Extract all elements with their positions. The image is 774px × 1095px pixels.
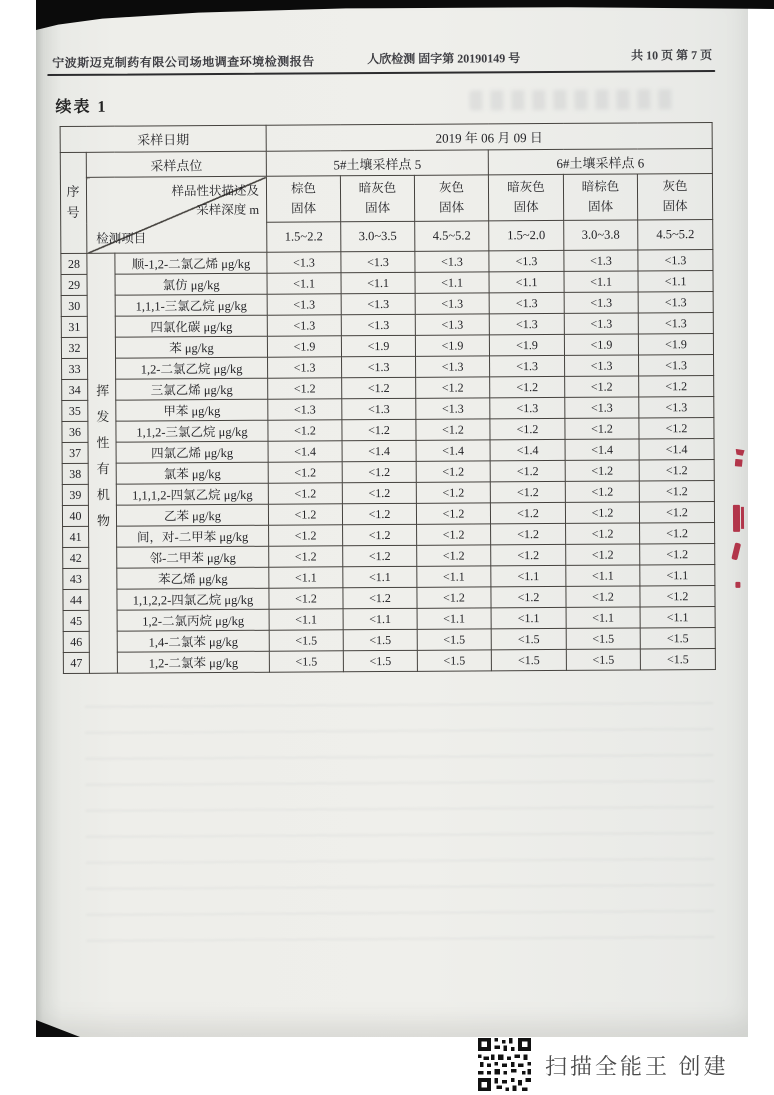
value-cell: <1.4 — [565, 439, 639, 460]
value-cell: <1.1 — [269, 567, 343, 588]
value-cell: <1.2 — [416, 419, 490, 440]
value-cell: <1.2 — [343, 545, 417, 566]
value-cell: <1.3 — [638, 313, 713, 334]
analyte-group-label: 挥发性有机物 — [94, 383, 111, 540]
sampling-point-label: 采样点位 — [86, 151, 266, 177]
row-number: 42 — [63, 547, 89, 568]
value-cell: <1.2 — [490, 481, 565, 502]
value-cell: <1.3 — [267, 294, 341, 315]
running-header — [52, 48, 713, 71]
value-cell: <1.3 — [638, 250, 713, 271]
value-cell: <1.5 — [417, 629, 491, 650]
analyte-name: 甲苯 μg/kg — [116, 399, 268, 421]
analyte-name: 四氯化碳 μg/kg — [115, 315, 267, 337]
value-cell: <1.4 — [490, 439, 565, 460]
analyte-name: 乙苯 μg/kg — [116, 504, 268, 526]
value-cell: <1.3 — [342, 398, 416, 419]
value-cell: <1.1 — [491, 607, 566, 628]
value-cell: <1.2 — [417, 587, 491, 608]
red-stamp-fragment — [733, 505, 740, 532]
scanner-caption: 扫描全能王 创建 — [545, 1054, 729, 1079]
value-cell: <1.2 — [268, 483, 342, 504]
value-cell: <1.2 — [490, 376, 565, 397]
table-row-colors — [60, 174, 712, 224]
value-cell: <1.2 — [566, 523, 640, 544]
value-cell: <1.2 — [342, 461, 416, 482]
value-cell: <1.2 — [565, 460, 639, 481]
value-cell: <1.2 — [491, 523, 566, 544]
analyte-name: 间，对-二甲苯 μg/kg — [117, 525, 269, 547]
value-cell: <1.2 — [342, 503, 416, 524]
value-cell: <1.3 — [489, 250, 564, 271]
page-indicator: 共 10 页 第 7 页 — [631, 48, 713, 63]
value-cell: <1.5 — [640, 648, 715, 669]
analyte-name: 三氯乙烯 μg/kg — [116, 378, 268, 400]
value-cell: <1.3 — [415, 293, 489, 314]
value-cell: <1.4 — [416, 440, 490, 461]
sample-depth: 1.5~2.0 — [489, 220, 564, 250]
value-cell: <1.2 — [269, 546, 343, 567]
diagonal-bottom-label: 检测项目 — [96, 231, 147, 246]
row-number: 37 — [62, 442, 88, 463]
row-number: 45 — [63, 610, 89, 631]
results-table — [60, 122, 716, 674]
analyte-name: 1,1,1-三氯乙烷 μg/kg — [115, 294, 267, 316]
bleed-through-text — [469, 89, 674, 110]
value-cell: <1.2 — [416, 482, 490, 503]
value-cell: <1.3 — [564, 313, 638, 334]
value-cell: <1.3 — [565, 397, 639, 418]
value-cell: <1.2 — [268, 504, 342, 525]
row-number: 34 — [62, 379, 88, 400]
value-cell: <1.3 — [564, 250, 638, 271]
sampling-date-value: 2019 年 06 月 09 日 — [266, 123, 712, 152]
bleed-through-lines — [85, 702, 715, 962]
value-cell: <1.2 — [268, 462, 342, 483]
value-cell: <1.5 — [343, 629, 417, 650]
row-number: 47 — [63, 652, 89, 673]
value-cell: <1.2 — [640, 522, 715, 543]
value-cell: <1.5 — [343, 650, 417, 671]
analyte-name: 四氯乙烯 μg/kg — [116, 441, 268, 463]
value-cell: <1.2 — [640, 585, 715, 606]
analyte-name: 1,1,2,2-四氯乙烷 μg/kg — [117, 588, 269, 610]
value-cell: <1.1 — [417, 566, 491, 587]
value-cell: <1.4 — [639, 439, 714, 460]
value-cell: <1.2 — [416, 377, 490, 398]
red-stamp-fragment — [735, 459, 743, 467]
value-cell: <1.1 — [417, 608, 491, 629]
value-cell: <1.2 — [342, 482, 416, 503]
value-cell: <1.5 — [417, 650, 491, 671]
red-stamp-fragment — [735, 582, 740, 588]
value-cell: <1.2 — [268, 420, 342, 441]
red-stamp-fragment — [736, 449, 745, 456]
value-cell: <1.3 — [416, 398, 490, 419]
value-cell: <1.9 — [341, 335, 415, 356]
row-number: 31 — [61, 316, 87, 337]
value-cell: <1.2 — [490, 502, 565, 523]
analyte-name: 苯乙烯 μg/kg — [117, 567, 269, 589]
row-number: 44 — [63, 589, 89, 610]
sample-depth: 1.5~2.2 — [267, 222, 341, 252]
value-cell: <1.3 — [490, 355, 565, 376]
value-cell: <1.2 — [565, 481, 639, 502]
row-number: 33 — [62, 358, 88, 379]
value-cell: <1.2 — [639, 501, 714, 522]
analyte-name: 邻-二甲苯 μg/kg — [117, 546, 269, 568]
value-cell: <1.2 — [565, 418, 639, 439]
value-cell: <1.2 — [416, 503, 490, 524]
table-row — [63, 648, 715, 673]
sample-appearance: 棕色 固体 — [266, 176, 340, 222]
value-cell: <1.2 — [490, 460, 565, 481]
value-cell: <1.2 — [490, 418, 565, 439]
value-cell: <1.1 — [564, 271, 638, 292]
qr-code-icon — [478, 1038, 531, 1091]
value-cell: <1.2 — [268, 378, 342, 399]
value-cell: <1.3 — [268, 357, 342, 378]
row-number: 30 — [61, 295, 87, 316]
value-cell: <1.2 — [566, 586, 640, 607]
sample-depth: 3.0~3.5 — [341, 221, 415, 251]
table-row-date — [60, 123, 712, 153]
sample-appearance: 灰色 固体 — [414, 175, 488, 221]
value-cell: <1.5 — [269, 651, 343, 672]
value-cell: <1.3 — [342, 356, 416, 377]
value-cell: <1.3 — [341, 293, 415, 314]
value-cell: <1.3 — [638, 292, 713, 313]
value-cell: <1.2 — [566, 544, 640, 565]
value-cell: <1.3 — [489, 313, 564, 334]
value-cell: <1.2 — [491, 586, 566, 607]
row-number: 28 — [61, 253, 87, 274]
section-title: 续表 1 — [55, 98, 108, 117]
value-cell: <1.2 — [416, 461, 490, 482]
sample-depth: 3.0~3.8 — [564, 220, 638, 250]
report-number: 人欣检测 固字第 20190149 号 — [367, 51, 521, 67]
value-cell: <1.1 — [489, 271, 564, 292]
value-cell: <1.5 — [491, 628, 566, 649]
analyte-name: 1,1,2-三氯乙烷 μg/kg — [116, 420, 268, 442]
value-cell: <1.1 — [566, 565, 640, 586]
value-cell: <1.5 — [269, 630, 343, 651]
sampling-point-5: 5#土壤采样点 5 — [266, 150, 488, 176]
sample-depth: 4.5~5.2 — [415, 221, 489, 251]
value-cell: <1.1 — [638, 271, 713, 292]
value-cell: <1.2 — [565, 502, 639, 523]
sample-depth: 4.5~5.2 — [638, 220, 713, 250]
value-cell: <1.2 — [417, 524, 491, 545]
value-cell: <1.9 — [267, 336, 341, 357]
value-cell: <1.3 — [564, 292, 638, 313]
value-cell: <1.3 — [267, 252, 341, 273]
value-cell: <1.3 — [490, 397, 565, 418]
value-cell: <1.2 — [639, 418, 714, 439]
value-cell: <1.9 — [489, 334, 564, 355]
diagonal-top-label: 样品性状描述及 采样深度 m — [171, 183, 260, 217]
sample-appearance: 暗棕色 固体 — [563, 174, 637, 220]
row-number: 38 — [62, 463, 88, 484]
value-cell: <1.1 — [491, 565, 566, 586]
value-cell: <1.5 — [640, 627, 715, 648]
sampling-point-6: 6#土壤采样点 6 — [488, 149, 712, 175]
value-cell: <1.3 — [341, 314, 415, 335]
value-cell: <1.5 — [566, 649, 640, 670]
analyte-name: 氯仿 μg/kg — [115, 273, 267, 295]
value-cell: <1.2 — [342, 377, 416, 398]
value-cell: <1.1 — [269, 609, 343, 630]
value-cell: <1.9 — [638, 334, 713, 355]
row-number: 40 — [62, 505, 88, 526]
value-cell: <1.3 — [267, 315, 341, 336]
red-stamp-fragment — [741, 507, 744, 529]
value-cell: <1.3 — [639, 397, 714, 418]
row-number: 29 — [61, 274, 87, 295]
value-cell: <1.2 — [640, 543, 715, 564]
sampling-date-label: 采样日期 — [60, 125, 266, 152]
value-cell: <1.3 — [489, 292, 564, 313]
value-cell: <1.1 — [415, 272, 489, 293]
row-number: 41 — [63, 526, 89, 547]
value-cell: <1.2 — [639, 460, 714, 481]
analyte-name: 1,1,1,2-四氯乙烷 μg/kg — [116, 483, 268, 505]
analyte-name: 苯 μg/kg — [115, 336, 267, 358]
value-cell: <1.1 — [640, 606, 715, 627]
value-cell: <1.2 — [639, 376, 714, 397]
analyte-name: 氯苯 μg/kg — [116, 462, 268, 484]
value-cell: <1.9 — [564, 334, 638, 355]
value-cell: <1.2 — [343, 524, 417, 545]
value-cell: <1.1 — [343, 608, 417, 629]
value-cell: <1.1 — [341, 272, 415, 293]
value-cell: <1.2 — [269, 588, 343, 609]
value-cell: <1.5 — [491, 649, 566, 670]
value-cell: <1.9 — [415, 335, 489, 356]
value-cell: <1.3 — [639, 355, 714, 376]
analyte-group-cell — [87, 253, 118, 673]
report-title: 宁波斯迈克制药有限公司场地调查环境检测报告 — [52, 54, 315, 71]
value-cell: <1.1 — [566, 607, 640, 628]
value-cell: <1.2 — [491, 544, 566, 565]
value-cell: <1.2 — [417, 545, 491, 566]
sample-appearance: 暗灰色 固体 — [488, 174, 563, 220]
value-cell: <1.3 — [341, 251, 415, 272]
value-cell: <1.1 — [267, 273, 341, 294]
value-cell: <1.5 — [566, 628, 640, 649]
analyte-name: 1,2-二氯乙烷 μg/kg — [116, 357, 268, 379]
row-number: 46 — [63, 631, 89, 652]
value-cell: <1.2 — [269, 525, 343, 546]
serial-header: 序号 — [60, 152, 87, 253]
value-cell: <1.2 — [343, 587, 417, 608]
analyte-name: 1,2-二氯丙烷 μg/kg — [117, 609, 269, 631]
value-cell: <1.4 — [268, 441, 342, 462]
value-cell: <1.1 — [640, 564, 715, 585]
row-number: 35 — [62, 400, 88, 421]
header-rule — [47, 70, 715, 76]
value-cell: <1.3 — [415, 251, 489, 272]
value-cell: <1.3 — [268, 399, 342, 420]
value-cell: <1.3 — [565, 355, 639, 376]
row-number: 32 — [61, 337, 87, 358]
row-number: 43 — [63, 568, 89, 589]
value-cell: <1.3 — [416, 356, 490, 377]
diagonal-header-cell — [86, 176, 266, 253]
value-cell: <1.3 — [415, 314, 489, 335]
red-stamp-fragment — [731, 542, 741, 560]
value-cell: <1.2 — [639, 480, 714, 501]
value-cell: <1.1 — [343, 566, 417, 587]
value-cell: <1.2 — [342, 419, 416, 440]
analyte-name: 1,2-二氯苯 μg/kg — [117, 651, 269, 673]
row-number: 36 — [62, 421, 88, 442]
row-number: 39 — [62, 484, 88, 505]
value-cell: <1.2 — [565, 376, 639, 397]
analyte-name: 顺-1,2-二氯乙烯 μg/kg — [115, 252, 267, 274]
value-cell: <1.4 — [342, 440, 416, 461]
analyte-name: 1,4-二氯苯 μg/kg — [117, 630, 269, 652]
sample-appearance: 暗灰色 固体 — [340, 175, 414, 221]
sample-appearance: 灰色 固体 — [637, 174, 712, 220]
